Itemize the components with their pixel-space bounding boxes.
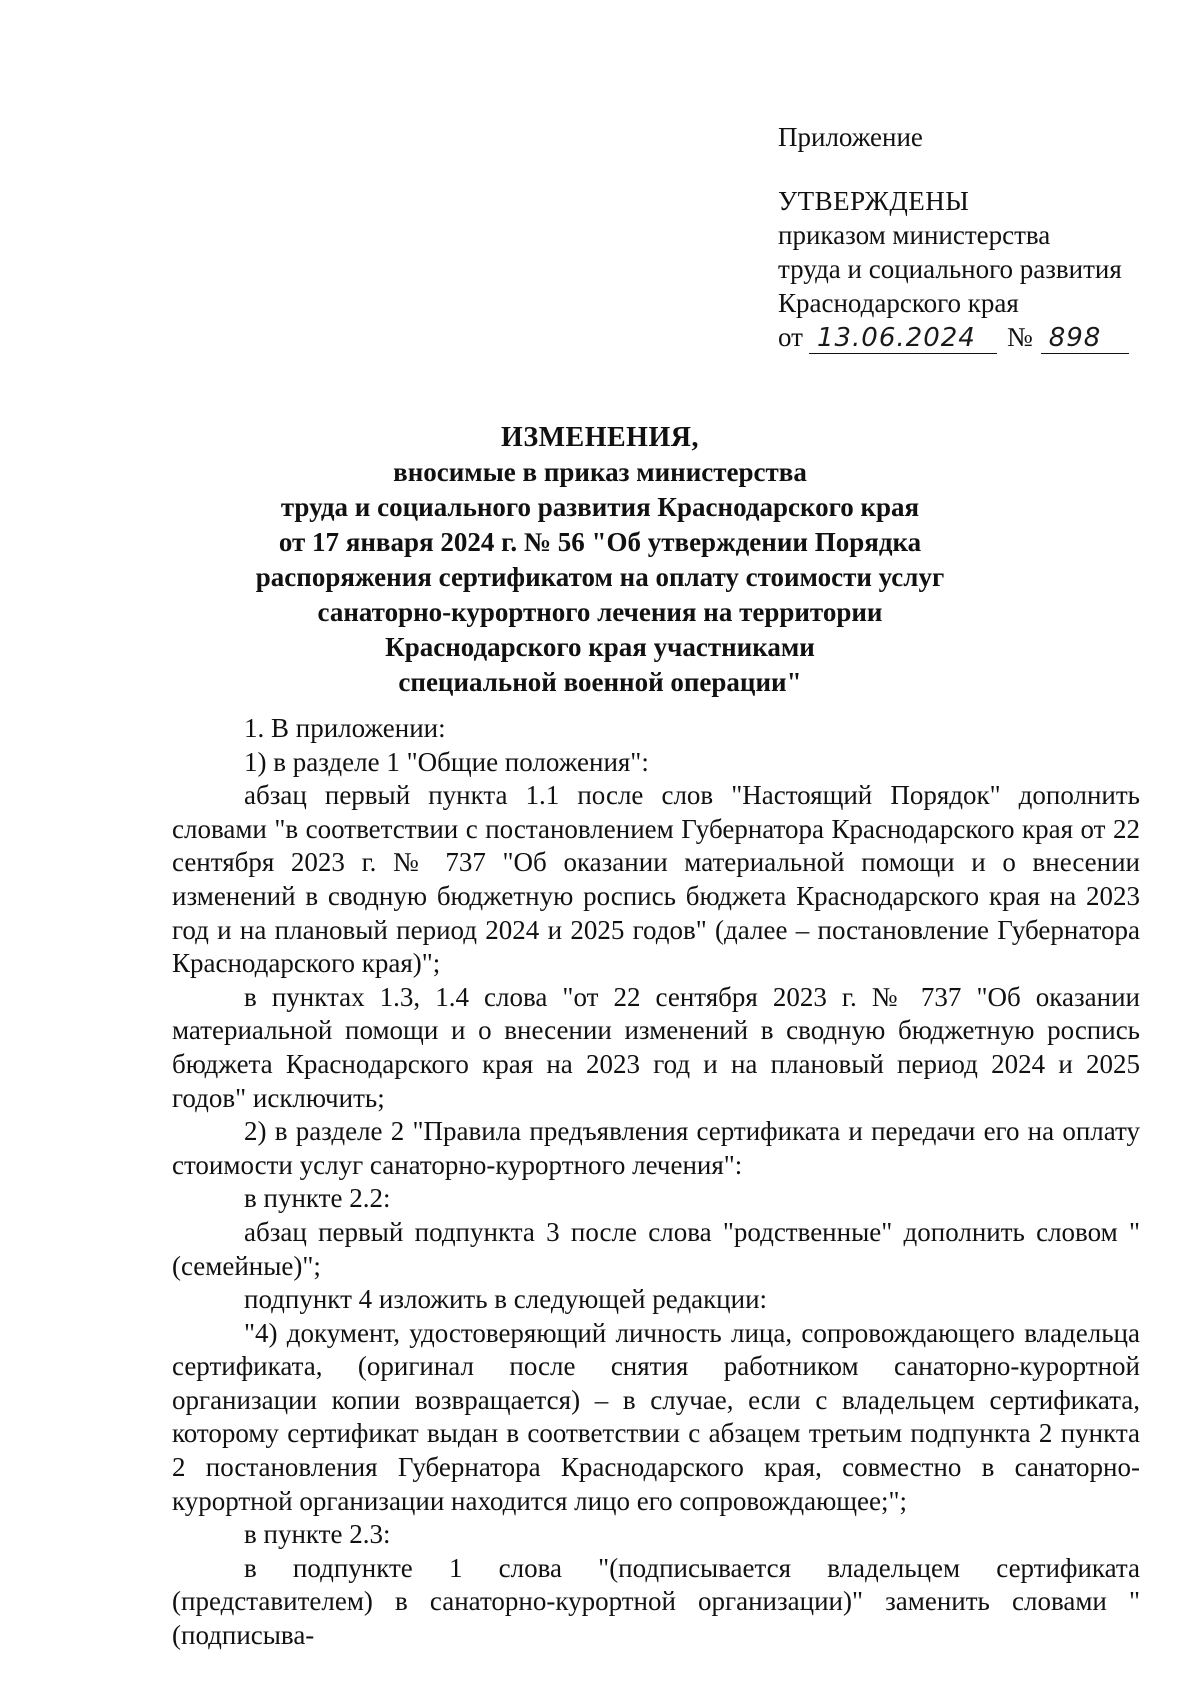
number-label: № xyxy=(1006,322,1033,352)
body-paragraph: в пункте 2.3: xyxy=(244,1519,391,1550)
approval-line-3: Краснодарского края xyxy=(778,288,1019,318)
handwritten-number: 898 xyxy=(1041,323,1129,354)
body-paragraph: абзац первый пункта 1.1 после слов "Настоящий Порядок" дополнить словами "в соответствии с постановлением Губернатора Краснодарского края от 22 сентября 2023 г. № 737 "Об оказании материальной помощи и о внесении изменений в сводную бюджетную роспись бюджета Краснодарского края на 2023 год и на плановый период 2024 и 2025 годов" (далее – постановление Губернатора Краснодарского края)"; xyxy=(172,780,1140,979)
approved-label: УТВЕРЖДЕНЫ xyxy=(778,186,970,216)
body-paragraph: в пунктах 1.3, 1.4 слова "от 22 сентября 2023 г. № 737 "Об оказании материальной помощи и о внесении изменений в сводную бюджетную роспись бюджета Краснодарского края на 2023 год и на плановый период 2024 и 2025 годов" исключить; xyxy=(172,981,1140,1113)
approval-block xyxy=(778,120,1138,354)
body-paragraph: 1) в разделе 1 "Общие положения": xyxy=(244,746,649,777)
heading-line: распоряжения сертификатом на оплату стоимости услуг xyxy=(255,562,945,592)
heading-line: Краснодарского края участниками xyxy=(385,632,815,662)
heading-line: от 17 января 2024 г. № 56 "Об утверждении Порядка xyxy=(278,527,922,557)
appendix-label: Приложение xyxy=(778,122,923,152)
handwritten-date: 13.06.2024 xyxy=(809,323,997,354)
heading-line: специальной военной операции" xyxy=(398,667,802,697)
body-paragraph: 1. В приложении: xyxy=(244,713,446,743)
heading-line: вносимые в приказ министерства xyxy=(393,457,807,487)
date-number-line xyxy=(778,320,1138,354)
body-paragraph: "4) документ, удостоверяющий личность лица, сопровождающего владельца сертификата, (оригинал после снятия работником санаторно-курортной организации копии возвращается) – в случае, если с владельцем сертификата, которому сертификат выдан в соответствии с абзацем третьим подпункта 2 пункта 2 постановления Губернатора Краснодарского края, совместно в санаторно-курортной организации находится лицо его сопровождающее;"; xyxy=(172,1317,1140,1516)
body-paragraph: абзац первый подпункта 3 после слова "родственные" дополнить словом "(семейные)"; xyxy=(172,1216,1140,1281)
heading-line: труда и социального развития Краснодарского края xyxy=(280,492,920,522)
approval-line-1: приказом министерства xyxy=(778,220,1051,250)
approval-line-2: труда и социального развития xyxy=(778,254,1122,284)
body-text xyxy=(172,712,1140,1653)
from-label: от xyxy=(778,322,803,352)
heading-line: санаторно-курортного лечения на территории xyxy=(317,597,883,627)
body-paragraph: подпункт 4 изложить в следующей редакции: xyxy=(244,1284,768,1315)
body-paragraph: в подпункте 1 слова "(подписывается владельцем сертификата (представителем) в санаторно-курортной организации)" заменить словами "(подписыва- xyxy=(172,1552,1140,1651)
body-paragraph: 2) в разделе 2 "Правила предъявления сертификата и передачи его на оплату стоимости услуг санаторно-курортного лечения": xyxy=(172,1116,1140,1180)
body-paragraph: в пункте 2.2: xyxy=(244,1183,391,1214)
document-heading xyxy=(240,420,960,700)
spacer xyxy=(778,154,1138,184)
heading-title: ИЗМЕНЕНИЯ, xyxy=(501,422,699,453)
